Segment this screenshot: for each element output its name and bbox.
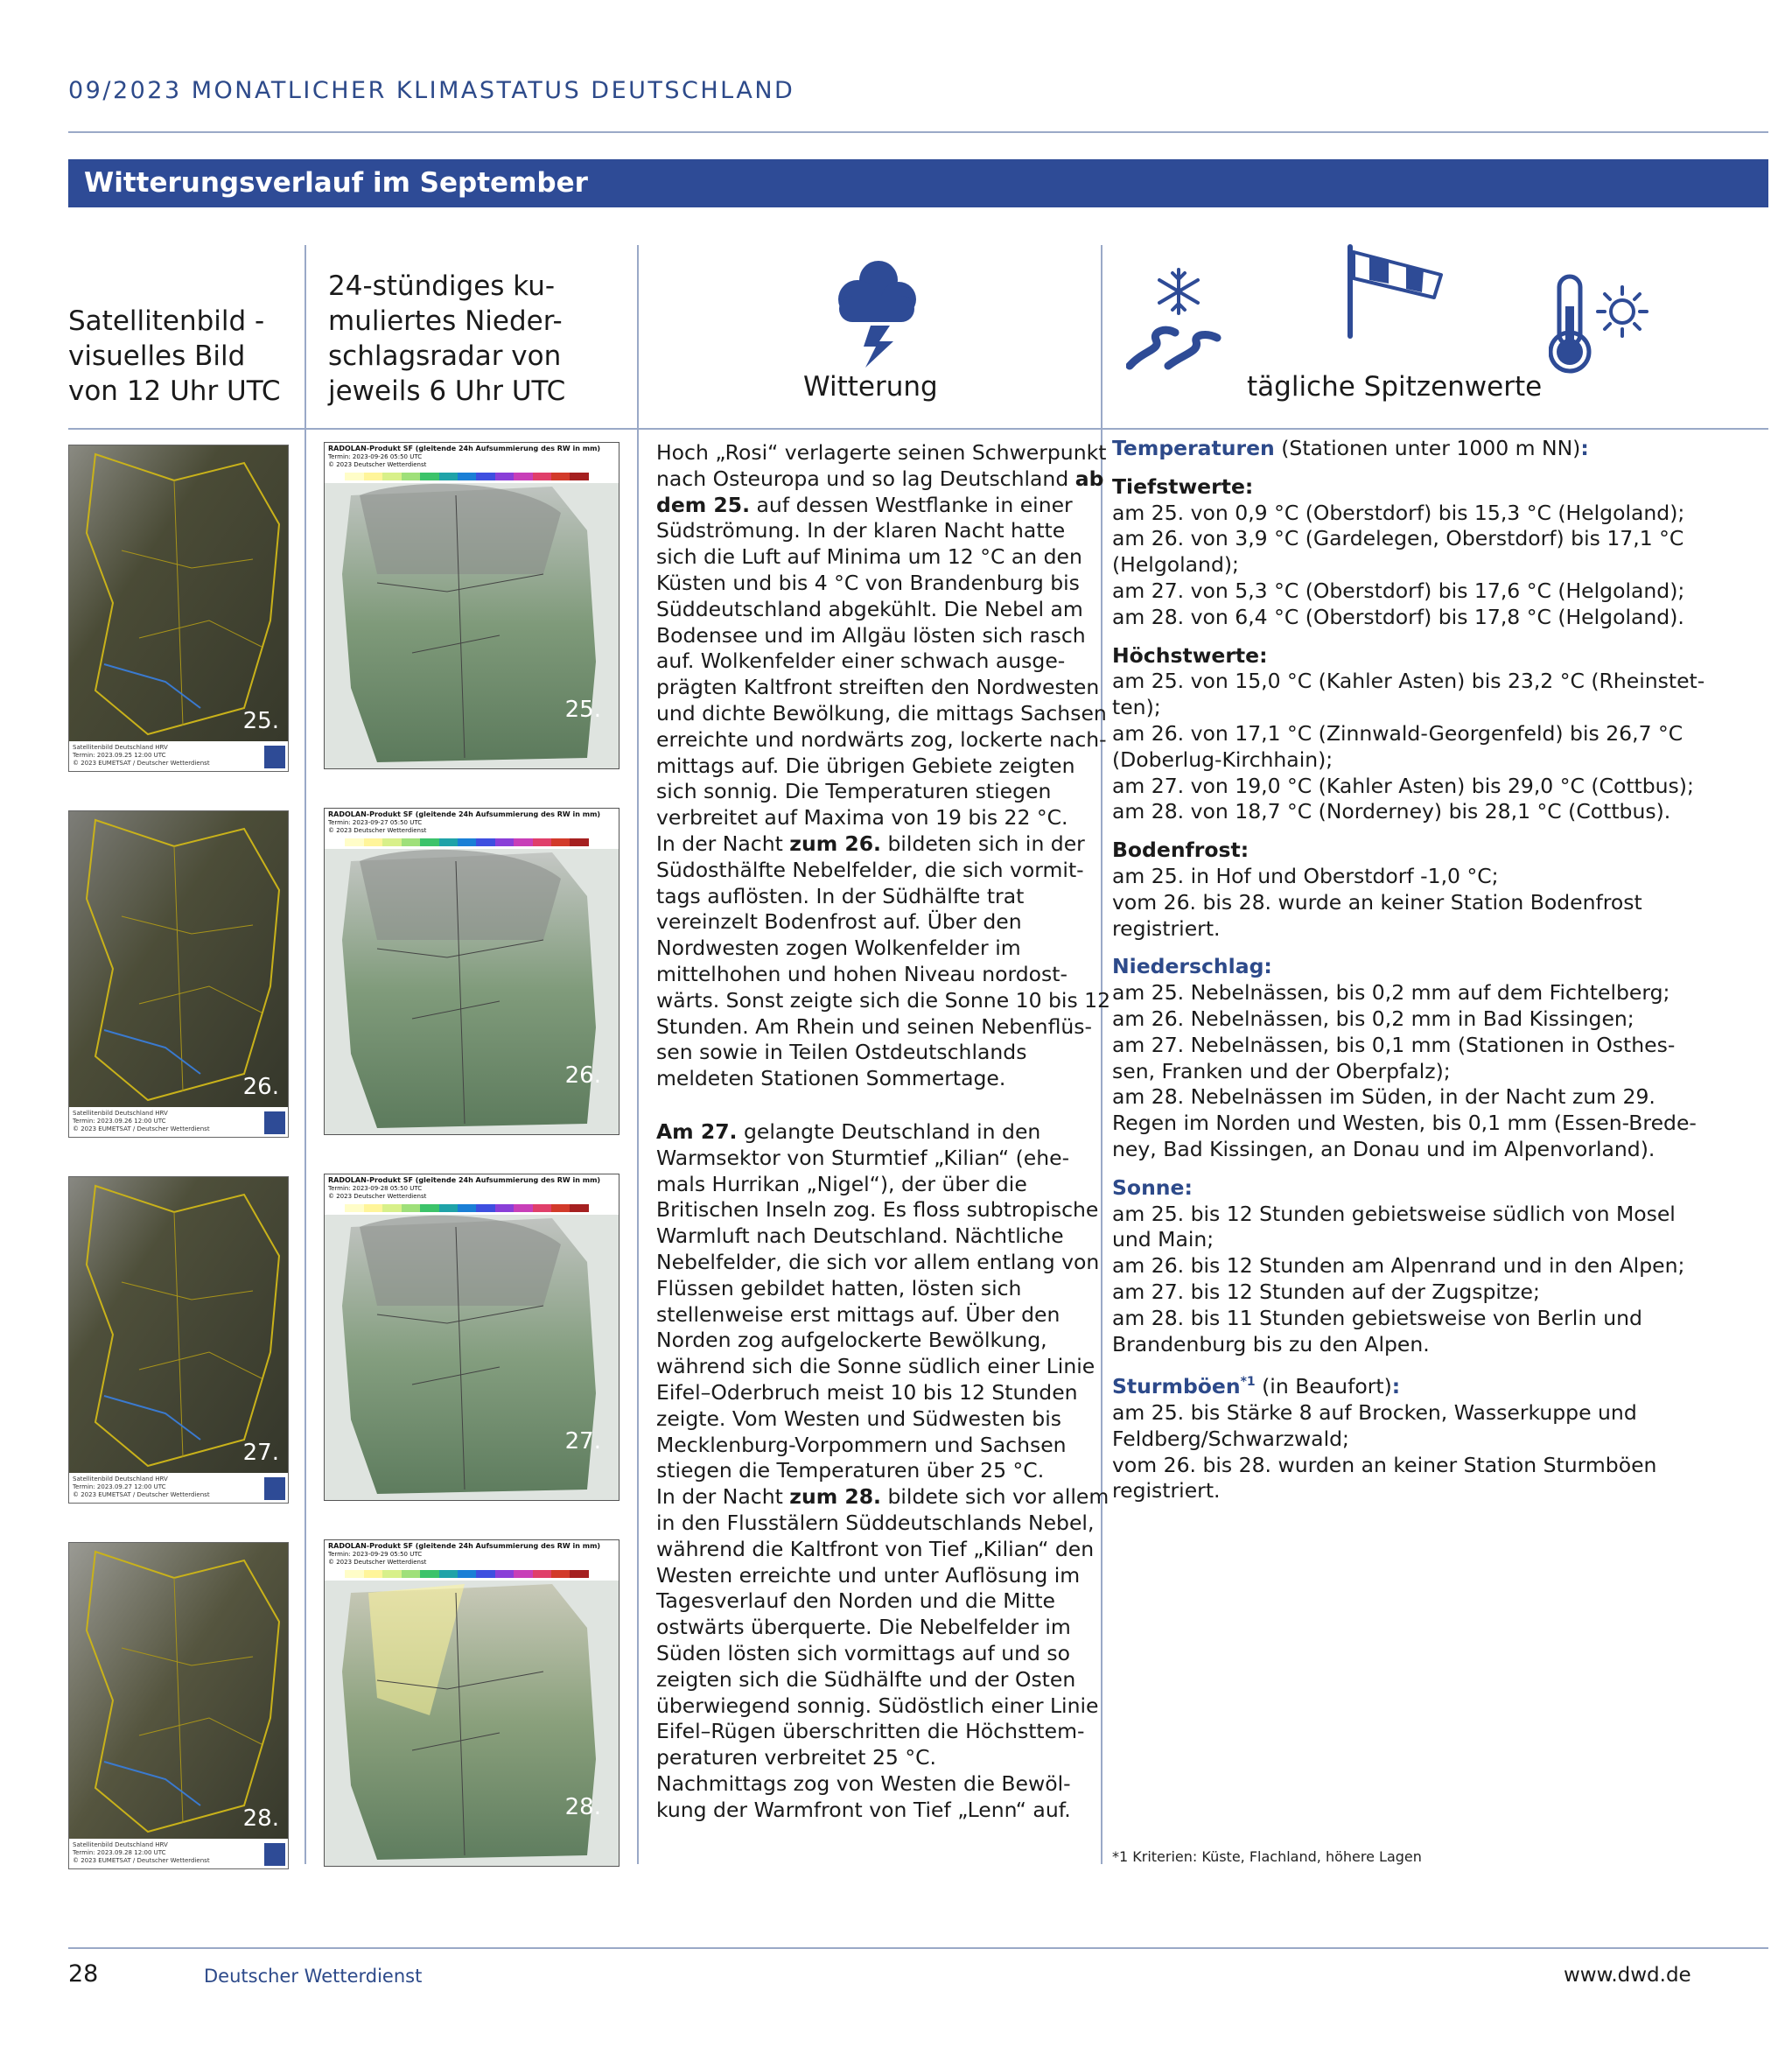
text-line: und dichte Bewölkung, die mittags Sachsen	[656, 700, 1107, 726]
satellite-image	[68, 445, 289, 772]
precipitation-label: Niederschlag:	[1112, 954, 1272, 979]
min-values-label: Tiefstwerte:	[1112, 473, 1254, 499]
value-line: sen, Franken und der Oberpfalz);	[1112, 1058, 1451, 1083]
scale-swatch	[476, 1570, 494, 1578]
snow-icy-road-icon	[1126, 263, 1222, 372]
colon: :	[1580, 436, 1589, 460]
max-values-label: Höchstwerte:	[1112, 642, 1268, 668]
scale-swatch	[439, 473, 458, 480]
text-line: Am 27. gelangte Deutschland in den	[656, 1119, 1041, 1144]
scale-swatch	[533, 838, 551, 846]
scale-swatch	[326, 1204, 345, 1212]
scale-swatch	[382, 473, 401, 480]
value-line: am 25. bis 12 Stunden gebietsweise südlich von Mosel	[1112, 1201, 1676, 1226]
scale-swatch	[402, 838, 420, 846]
text-line: Südströmung. In der klaren Nacht hatte	[656, 518, 1066, 543]
radar-credit: © 2023 Deutscher Wetterdienst	[328, 461, 427, 468]
value-line: Regen im Norden und Westen, bis 0,1 mm (Essen-Brede-	[1112, 1111, 1697, 1136]
scale-swatch	[364, 1204, 382, 1212]
value-line: (Doberlug-Kirchhain);	[1112, 747, 1334, 772]
value-line: Brandenburg bis zu den Alpen.	[1112, 1331, 1430, 1356]
value-line: ten);	[1112, 695, 1161, 720]
footnote: *1 Kriterien: Küste, Flachland, höhere Lagen	[1112, 1848, 1422, 1865]
radar-header	[325, 1174, 619, 1215]
radar-termin: Termin: 2023-09-26 05:50 UTC	[328, 453, 423, 460]
value-line: am 28. Nebelnässen im Süden, in der Nacht zum 29.	[1112, 1084, 1656, 1110]
header-divider	[68, 131, 1768, 133]
scale-swatch	[533, 1570, 551, 1578]
thermometer-sun-icon	[1549, 271, 1654, 376]
satellite-image	[68, 1542, 289, 1869]
section-bar	[68, 159, 1768, 207]
radar-date-label: 28.	[564, 1794, 601, 1820]
scale-swatch	[382, 838, 401, 846]
column-divider	[637, 245, 639, 1864]
text-line: Südosthälfte Nebelfelder, die sich vormit-	[656, 857, 1084, 882]
satellite-image	[68, 810, 289, 1138]
value-line: ney, Bad Kissingen, an Donau und im Alpenvorland).	[1112, 1136, 1656, 1161]
caption-line: © 2023 EUMETSAT / Deutscher Wetterdienst	[73, 1491, 210, 1498]
scale-swatch	[420, 1570, 438, 1578]
radar-title: RADOLAN-Produkt SF (gleitende 24h Aufsummierung des RW in mm)	[328, 1542, 601, 1550]
scale-swatch	[439, 838, 458, 846]
scale-swatch	[402, 1204, 420, 1212]
value-line: am 26. Nebelnässen, bis 0,2 mm in Bad Kissingen;	[1112, 1006, 1634, 1031]
sunshine-list	[1112, 1202, 1760, 1358]
scale-swatch	[345, 1570, 363, 1578]
column-header-radar	[328, 269, 565, 409]
column-divider	[304, 245, 306, 1864]
scale-swatch	[495, 473, 514, 480]
radar-date-label: 27.	[564, 1428, 601, 1455]
text-line: Warmluft nach Deutschland. Nächtliche	[656, 1223, 1064, 1249]
caption-line: Satellitenbild Deutschland HRV	[73, 744, 168, 751]
colon: :	[1391, 1374, 1401, 1399]
value-line: am 25. von 15,0 °C (Kahler Asten) bis 23,2 °C (Rheinstet-	[1112, 669, 1705, 694]
scale-swatch	[402, 473, 420, 480]
gusts-note: (in Beaufort)	[1255, 1374, 1392, 1399]
text-line: Mecklenburg-Vorpommern und Sachsen	[656, 1432, 1067, 1457]
scale-swatch	[514, 1570, 532, 1578]
scale-swatch	[326, 838, 345, 846]
scale-swatch	[382, 1204, 401, 1212]
radar-header	[325, 1540, 619, 1581]
table-header-divider	[68, 428, 1768, 430]
text-line: ostwärts überquerte. Die Nebelfelder im	[656, 1615, 1071, 1640]
value-line: am 27. bis 12 Stunden auf der Zugspitze;	[1112, 1279, 1540, 1304]
radar-credit: © 2023 Deutscher Wetterdienst	[328, 1559, 427, 1566]
scale-swatch	[495, 1570, 514, 1578]
scale-swatch	[495, 1204, 514, 1212]
text-line: zeigten sich die Südhälfte und der Osten	[656, 1666, 1076, 1692]
ground-frost-label: Bodenfrost:	[1112, 838, 1250, 863]
scale-swatch	[364, 1570, 382, 1578]
radar-date-label: 26.	[564, 1062, 601, 1089]
scale-swatch	[402, 1570, 420, 1578]
scale-swatch	[345, 838, 363, 846]
peak-values	[1112, 436, 1760, 1504]
value-line: Feldberg/Schwarzwald;	[1112, 1426, 1349, 1451]
text-line: dem 25. auf dessen Westflanke in einer	[656, 492, 1073, 517]
caption-line: Termin: 2023.09.25 12:00 UTC	[73, 752, 166, 759]
radar-title: RADOLAN-Produkt SF (gleitende 24h Aufsummierung des RW in mm)	[328, 1176, 601, 1184]
satellite-caption	[69, 1473, 288, 1503]
dwd-logo-icon	[264, 1477, 285, 1500]
scale-swatch	[495, 838, 514, 846]
satellite-date-label: 26.	[242, 1074, 279, 1100]
value-line: am 28. bis 11 Stunden gebietsweise von Berlin und	[1112, 1305, 1642, 1330]
radar-color-scale	[326, 473, 589, 480]
column-header-weather: Witterung	[803, 371, 938, 403]
satellite-date-label: 25.	[242, 708, 279, 734]
text-line: Stunden. Am Rhein und seinen Nebenflüs-	[656, 1013, 1092, 1039]
scale-swatch	[533, 473, 551, 480]
value-line: am 28. von 6,4 °C (Oberstdorf) bis 17,8 °C (Helgoland).	[1112, 604, 1684, 629]
text-line: mittelhohen und hohen Niveau nordost-	[656, 961, 1068, 986]
max-values-list	[1112, 669, 1760, 825]
satellite-caption	[69, 1839, 288, 1868]
value-line: am 26. von 3,9 °C (Gardelegen, Oberstdorf) bis 17,1 °C	[1112, 526, 1684, 551]
footer-organization: Deutscher Wetterdienst	[204, 1966, 423, 1987]
scale-swatch	[458, 473, 476, 480]
text-line: Britischen Inseln zog. Es floss subtropische	[656, 1197, 1099, 1223]
ground-frost-list	[1112, 864, 1760, 942]
scale-swatch	[476, 838, 494, 846]
text-line: stellenweise erst mittags auf. Über den	[656, 1301, 1060, 1327]
scale-swatch	[345, 1204, 363, 1212]
text-line: peraturen verbreitet 25 °C.	[656, 1745, 936, 1770]
scale-swatch	[420, 838, 438, 846]
radar-color-scale	[326, 1204, 589, 1212]
radar-termin: Termin: 2023-09-27 05:50 UTC	[328, 819, 423, 826]
column-header-line: 24-stündiges ku-	[328, 270, 556, 302]
gusts-label: Sturmböen	[1112, 1374, 1241, 1399]
caption-line: © 2023 EUMETSAT / Deutscher Wetterdienst	[73, 1857, 210, 1864]
text-line: Warmsektor von Sturmtief „Kilian“ (ehe-	[656, 1145, 1070, 1170]
satellite-date-label: 28.	[242, 1805, 279, 1832]
satellite-caption	[69, 741, 288, 771]
radar-header	[325, 443, 619, 483]
scale-swatch	[551, 838, 570, 846]
scale-swatch	[514, 1204, 532, 1212]
text-line: verbreitet auf Maxima von 19 bis 22 °C.	[656, 805, 1068, 831]
text-line: Nachmittags zog von Westen die Bewöl-	[656, 1770, 1071, 1796]
text-line: In der Nacht zum 28. bildete sich vor allem	[656, 1484, 1110, 1510]
column-header-line: muliertes Nieder-	[328, 305, 563, 337]
value-line: am 28. von 18,7 °C (Norderney) bis 28,1 °C (Cottbus).	[1112, 799, 1671, 824]
scale-swatch	[326, 1570, 345, 1578]
value-line: am 25. Nebelnässen, bis 0,2 mm auf dem Fichtelberg;	[1112, 980, 1670, 1006]
text-line: in den Flusstälern Süddeutschlands Nebel,	[656, 1510, 1095, 1535]
column-header-line: schlagsradar von	[328, 340, 562, 372]
text-line: Eifel–Rügen überschritten die Höchsttem-	[656, 1719, 1085, 1744]
text-line: tags auflösten. In der Südhälfte trat	[656, 883, 1025, 908]
value-line: und Main;	[1112, 1227, 1214, 1252]
text-line: Hoch „Rosi“ verlagerte seinen Schwerpunkt	[656, 440, 1107, 465]
radar-termin: Termin: 2023-09-29 05:50 UTC	[328, 1551, 423, 1558]
radar-header	[325, 809, 619, 849]
scale-swatch	[382, 1570, 401, 1578]
text-line: prägten Kaltfront streiften den Nordwesten	[656, 675, 1100, 700]
scale-swatch	[570, 473, 588, 480]
value-line: registriert.	[1112, 1478, 1221, 1504]
value-line: am 26. von 17,1 °C (Zinnwald-Georgenfeld) bis 26,7 °C	[1112, 720, 1684, 746]
text-line: sich die Luft auf Minima um 12 °C an den	[656, 544, 1082, 570]
temperatures-heading	[1112, 436, 1760, 462]
footnote-marker: *1	[1240, 1375, 1256, 1390]
scale-swatch	[476, 473, 494, 480]
caption-line: © 2023 EUMETSAT / Deutscher Wetterdienst	[73, 1125, 210, 1132]
value-line: am 27. Nebelnässen, bis 0,1 mm (Stationen in Osthes-	[1112, 1032, 1676, 1057]
text-line: mittags auf. Die übrigen Gebiete zeigten	[656, 753, 1075, 778]
satellite-image	[68, 1176, 289, 1504]
text-line: auf. Wolkenfelder einer schwach ausge-	[656, 648, 1066, 674]
value-line: registriert.	[1112, 915, 1221, 941]
text-line: während sich die Sonne südlich einer Linie	[656, 1354, 1096, 1379]
value-line: am 26. bis 12 Stunden am Alpenrand und in den Alpen;	[1112, 1253, 1685, 1279]
temperatures-note: (Stationen unter 1000 m NN)	[1274, 436, 1581, 460]
radar-image	[324, 1174, 620, 1501]
value-line: am 25. bis Stärke 8 auf Brocken, Wasserkuppe und	[1112, 1399, 1637, 1425]
column-header-satellite	[68, 304, 281, 409]
scale-swatch	[345, 473, 363, 480]
text-line: Bodensee und im Allgäu lösten sich rasch	[656, 622, 1086, 648]
column-header-line: von 12 Uhr UTC	[68, 375, 281, 407]
scale-swatch	[420, 473, 438, 480]
text-line: Eifel–Oderbruch meist 10 bis 12 Stunden	[656, 1379, 1078, 1405]
column-header-line: visuelles Bild	[68, 340, 246, 372]
value-line: am 27. von 19,0 °C (Kahler Asten) bis 29,0 °C (Cottbus);	[1112, 773, 1694, 798]
dwd-logo-icon	[264, 1843, 285, 1866]
report-header: 09/2023 MONATLICHER KLIMASTATUS DEUTSCHLAND	[68, 77, 795, 104]
radar-image	[324, 808, 620, 1135]
dwd-logo-icon	[264, 1111, 285, 1134]
text-line: nach Osteuropa und so lag Deutschland ab	[656, 466, 1104, 491]
value-line: (Helgoland);	[1112, 552, 1239, 578]
text-line: Küsten und bis 4 °C von Brandenburg bis	[656, 570, 1080, 595]
page-number: 28	[68, 1960, 99, 1987]
radar-color-scale	[326, 838, 589, 846]
radar-color-scale	[326, 1570, 589, 1578]
text-line: Süden lösten sich vormittags auf und so	[656, 1640, 1071, 1665]
paragraph-lines	[656, 1119, 1109, 1824]
scale-swatch	[439, 1570, 458, 1578]
scale-swatch	[458, 1204, 476, 1212]
scale-swatch	[476, 1204, 494, 1212]
caption-line: © 2023 EUMETSAT / Deutscher Wetterdienst	[73, 760, 210, 767]
sunshine-label: Sonne:	[1112, 1174, 1193, 1200]
satellite-date-label: 27.	[242, 1440, 279, 1466]
column-header-peaks: tägliche Spitzenwerte	[1247, 371, 1543, 403]
temperatures-label: Temperaturen	[1112, 436, 1275, 460]
footer-website-link[interactable]: www.dwd.de	[1564, 1964, 1691, 1987]
radar-termin: Termin: 2023-09-28 05:50 UTC	[328, 1185, 423, 1192]
scale-swatch	[364, 838, 382, 846]
weather-paragraph-2	[656, 1119, 1109, 1824]
scale-swatch	[514, 838, 532, 846]
scale-swatch	[458, 1570, 476, 1578]
value-line: vom 26. bis 28. wurden an keiner Station Sturmböen	[1112, 1452, 1657, 1477]
gusts-list	[1112, 1400, 1760, 1504]
text-line: Tagesverlauf den Norden und die Mitte	[656, 1588, 1056, 1614]
text-line: Nebelfelder, die sich vor allem entlang von	[656, 1249, 1100, 1274]
scale-swatch	[570, 838, 588, 846]
text-line: stiegen die Temperaturen über 25 °C.	[656, 1458, 1045, 1483]
dwd-logo-icon	[264, 746, 285, 768]
text-line: Norden zog aufgelockerte Bewölkung,	[656, 1328, 1047, 1353]
caption-line: Satellitenbild Deutschland HRV	[73, 1110, 168, 1117]
text-line: sen sowie in Teilen Ostdeutschlands	[656, 1040, 1027, 1065]
radar-credit: © 2023 Deutscher Wetterdienst	[328, 827, 427, 834]
thunderstorm-cloud-icon	[829, 254, 925, 368]
scale-swatch	[570, 1204, 588, 1212]
radar-credit: © 2023 Deutscher Wetterdienst	[328, 1193, 427, 1200]
value-line: am 25. von 0,9 °C (Oberstdorf) bis 15,3 °C (Helgoland);	[1112, 500, 1685, 525]
scale-swatch	[570, 1570, 588, 1578]
weather-paragraph-1	[656, 440, 1110, 1092]
satellite-caption	[69, 1107, 288, 1137]
text-line: erreichte und nordwärts zog, lockerte nach-	[656, 726, 1107, 752]
gusts-heading	[1112, 1370, 1760, 1400]
text-line: vereinzelt Bodenfrost auf. Über den	[656, 909, 1022, 935]
text-line: kung der Warmfront von Tief „Lenn“ auf.	[656, 1797, 1071, 1822]
scale-swatch	[326, 473, 345, 480]
value-line: am 27. von 5,3 °C (Oberstdorf) bis 17,6 °C (Helgoland);	[1112, 578, 1685, 603]
radar-title: RADOLAN-Produkt SF (gleitende 24h Aufsummierung des RW in mm)	[328, 445, 601, 452]
text-line: sich sonnig. Die Temperaturen stiegen	[656, 779, 1052, 804]
caption-line: Termin: 2023.09.26 12:00 UTC	[73, 1118, 166, 1125]
text-line: wärts. Sonst zeigte sich die Sonne 10 bis 12	[656, 987, 1111, 1013]
text-line: Nordwesten zogen Wolkenfelder im	[656, 936, 1021, 961]
radar-title: RADOLAN-Produkt SF (gleitende 24h Aufsummierung des RW in mm)	[328, 810, 601, 818]
text-line: Flüssen gebildet hatten, lösten sich	[656, 1275, 1022, 1300]
radar-image	[324, 1539, 620, 1867]
radar-image	[324, 442, 620, 769]
value-line: vom 26. bis 28. wurde an keiner Station Bodenfrost	[1112, 889, 1642, 915]
column-header-line: Satellitenbild -	[68, 305, 265, 337]
caption-line: Termin: 2023.09.28 12:00 UTC	[73, 1849, 166, 1856]
scale-swatch	[551, 1570, 570, 1578]
text-line: Süddeutschland abgekühlt. Die Nebel am	[656, 596, 1083, 621]
text-line: zeigte. Vom Westen und Südwesten bis	[656, 1406, 1061, 1431]
text-line: In der Nacht zum 26. bildeten sich in der	[656, 831, 1085, 856]
column-header-line: jeweils 6 Uhr UTC	[328, 375, 566, 407]
scale-swatch	[439, 1204, 458, 1212]
value-line: am 25. in Hof und Oberstdorf -1,0 °C;	[1112, 863, 1499, 888]
section-title: Witterungsverlauf im September	[84, 167, 588, 199]
scale-swatch	[551, 1204, 570, 1212]
scale-swatch	[420, 1204, 438, 1212]
min-values-list	[1112, 501, 1760, 631]
paragraph-lines	[656, 440, 1110, 1092]
text-line: Westen erreichte und unter Auflösung im	[656, 1562, 1081, 1588]
text-line: meldeten Stationen Sommertage.	[656, 1066, 1006, 1091]
scale-swatch	[364, 473, 382, 480]
scale-swatch	[551, 473, 570, 480]
text-line: überwiegend sonnig. Südöstlich einer Linie	[656, 1693, 1099, 1718]
caption-line: Satellitenbild Deutschland HRV	[73, 1476, 168, 1483]
scale-swatch	[458, 838, 476, 846]
text-line: während die Kaltfront von Tief „Kilian“ den	[656, 1536, 1095, 1561]
scale-swatch	[514, 473, 532, 480]
windsock-icon	[1343, 243, 1448, 340]
radar-date-label: 25.	[564, 697, 601, 723]
precipitation-list	[1112, 980, 1760, 1163]
scale-swatch	[533, 1204, 551, 1212]
text-line: mals Hurrikan „Nigel“), der über die	[656, 1171, 1027, 1196]
caption-line: Satellitenbild Deutschland HRV	[73, 1841, 168, 1848]
caption-line: Termin: 2023.09.27 12:00 UTC	[73, 1483, 166, 1490]
footer-divider	[68, 1947, 1768, 1949]
